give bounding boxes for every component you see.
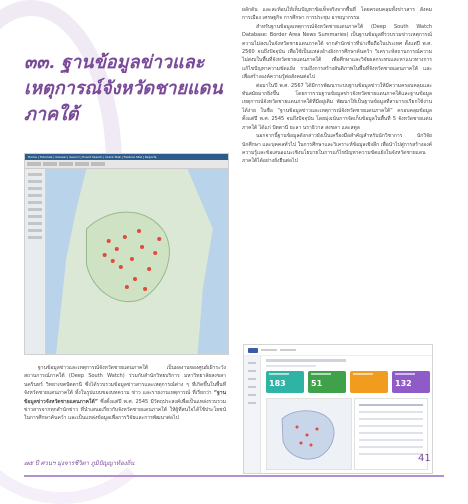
screenshot-sidebar	[25, 169, 46, 354]
bold-phrase: “ฐานข้อมูลข่าวจังหวัดชายแดนภาคใต้”	[24, 390, 226, 405]
footer-rule	[24, 475, 444, 477]
dashboard-table	[354, 398, 428, 470]
stat-card	[308, 371, 346, 393]
section-heading: ๓๓. ฐานข้อมูลข่าวและเหตุการณ์จังหวัดชายแดนภาคใต้	[24, 52, 223, 125]
paragraph: ต่อมาในปี พ.ศ. 2567 ได้มีการพัฒนาระบบฐานข้อมูลข่าวให้มีความครอบคลุมและทันสมัยมากยิ่งขึ้น โดยการรวมฐานข้อมูลข่าวจังหวัดชายแดนภาคใต้และฐานข้อมูลเหตุการณ์จังหวัดชายแดนภาคใต้ที่มีอยู่เดิม พัฒนาให้เป็นฐานข้อมูลที่สามารถเรียกใช้งานได้ง่าย ในชื่อ “ฐานข้อมูลข่าวและเหตุการณ์จังหวัดชายแดนภาคใต้” ครอบคลุมข้อมูลตั้งแต่ปี พ.ศ. 2545 จนถึงปัจจุบัน โดยมุ่งเน้นการจัดเก็บข้อมูลในพื้นที่ 5 จังหวัดชายแดนภาคใต้ ได้แก่ ปัตตานี ยะลา นราธิวาส สงขลา และสตูล	[242, 82, 432, 131]
screenshot-toolbar	[25, 160, 228, 169]
database-screenshot	[24, 153, 229, 355]
dashboard-map	[266, 398, 352, 470]
stat-card	[350, 371, 388, 393]
screenshot-map	[46, 169, 228, 354]
dashboard-title	[266, 359, 346, 362]
dashboard-screenshot	[243, 344, 433, 474]
stat-value: 132	[395, 379, 412, 388]
dashboard-header	[244, 345, 432, 356]
stat-cards	[266, 371, 430, 393]
right-column-text	[242, 6, 432, 166]
dashboard-subtitle	[266, 365, 316, 367]
paragraph: สำหรับฐานข้อมูลเหตุการณ์จังหวัดชายแดนภาคใต้ (Deep South Watch Database: Border Area News Summaries) เป็นฐานข้อมูลที่รวบรวมข่าวเหตุการณ์ความไม่สงบในจังหวัดชายแดนภาคใต้ จากสำนักข่าวที่น่าเชื่อถือในประเทศ ตั้งแต่ปี พ.ศ. 2560 จนถึงปัจจุบัน เพื่อใช้เป็นแหล่งอ้างอิงการศึกษาค้นคว้า วิเคราะห์สถานการณ์ความไม่สงบในพื้นที่จังหวัดชายแดนภาคใต้ เพื่อศึกษาและวิจัยผลกระทบและหาแนวทางการแก้ไขปัญหาความขัดแย้ง รวมถึงการสร้างสันติภาพในพื้นที่จังหวัดชายแดนภาคใต้ และเพื่อสร้างองค์ความรู้ต่อสังคมต่อไป	[242, 23, 432, 81]
left-column-text	[24, 364, 226, 423]
page-number: 41	[418, 453, 431, 464]
paragraph: ฐานข้อมูลข่าวและเหตุการณ์จังหวัดชายแดนภาคใต้ เป็นผลงานของศูนย์เฝ้าระวังสถานการณ์ภาคใต้ (Deep South Watch) ร่วมกับสำนักวิทยบริการ มหาวิทยาลัยสงขลานครินทร์ วิทยาเขตปัตตานี ซึ่งได้รวบรวมข้อมูลข่าวสารและเหตุการณ์ต่าง ๆ ที่เกิดขึ้นในพื้นที่จังหวัดชายแดนภาคใต้ ทั้งในรูปแบบของบทความ ข่าว และรายงานเหตุการณ์ ที่เรียกว่า “ฐานข้อมูลข่าวจังหวัดชายแดนภาคใต้” ซึ่งตั้งแต่ปี พ.ศ. 2545 มีวัตถุประสงค์เพื่อเป็นแหล่งรวบรวมข่าวสารจากทุกสำนักข่าว ที่นำเสนอเกี่ยวกับจังหวัดชายแดนภาคใต้ ให้ผู้ที่สนใจได้ใช้ประโยชน์ในการศึกษาค้นคว้า และเป็นแหล่งข้อมูลเพื่อการวิจัยและการพัฒนาต่อไป	[24, 365, 226, 422]
stat-card	[266, 371, 304, 393]
paragraph: นอกจากนี้ฐานข้อมูลดังกล่าวยังเป็นเครื่องมือสำคัญสำหรับนักวิชาการ นักวิจัย นักศึกษา และบุคคลทั่วไป ในการศึกษาและวิเคราะห์ข้อมูลเชิงลึก เพื่อนำไปสู่การสร้างองค์ความรู้และข้อเสนอแนะเชิงนโยบายในการแก้ไขปัญหาความขัดแย้งในจังหวัดชายแดนภาคใต้ได้อย่างยั่งยืนต่อไป	[242, 133, 432, 165]
stat-card	[392, 371, 430, 393]
footer-text: ๗๕ ปี ศวนฯ มุ่งจารชีวิตา ภูมิปัญญาท้องถิ่น	[24, 460, 135, 467]
dashboard-logo	[248, 348, 258, 353]
stat-value: 51	[311, 379, 323, 388]
stat-value: 183	[269, 379, 286, 388]
paragraph: ผลักดัน และสะท้อนให้เห็นปัญหาข้อเท็จจริงจากพื้นที่ โดยครอบคลุมทั้งข่าวสาร สังคม การเมือง เศรษฐกิจ การศึกษา การประชุม อาชญากรรม	[242, 7, 432, 22]
screenshot-nav-bar: Home | Tutorials | Glossary Search | Event Search | Quick Stat | Feature Stat | Reports	[25, 154, 228, 160]
dashboard-sidebar	[244, 356, 261, 473]
